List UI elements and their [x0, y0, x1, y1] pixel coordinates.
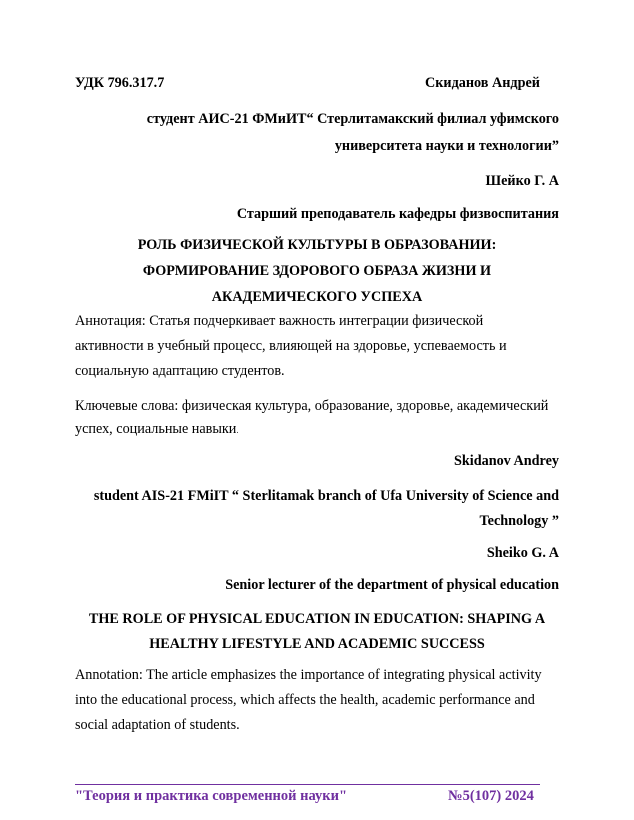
title-ru-line1: РОЛЬ ФИЗИЧЕСКОЙ КУЛЬТУРЫ В ОБРАЗОВАНИИ: [137, 237, 497, 253]
affiliation-ru-line1: студент АИС-21 ФМиИТ“ Стерлитамакский филиал уфимского [146, 111, 559, 127]
keywords-ru-period: . [236, 425, 239, 435]
affiliation-en-line1: student AIS-21 FMiIT “ Sterlitamak branch of Ufa University of Science and [93, 488, 559, 504]
footer-issue-number: №5(107) 2024 [448, 788, 534, 804]
annotation-ru-line3: социальную адаптацию студентов. [75, 363, 285, 379]
affiliation-en-line2: Technology ” [479, 513, 559, 529]
annotation-en-line2: into the educational process, which affects the health, academic performance and [75, 692, 535, 708]
title-en-line2: HEALTHY LIFESTYLE AND ACADEMIC SUCCESS [149, 636, 485, 652]
footer-journal-name: "Теория и практика современной науки" [75, 788, 348, 804]
coauthor-name-ru: Шейко Г. А [485, 173, 559, 189]
keywords-ru-line2-text: успех, социальные навыки [75, 421, 237, 437]
udk-code: УДК 796.317.7 [75, 75, 165, 91]
annotation-en-line3: social adaptation of students. [75, 717, 240, 733]
annotation-en-line1: Annotation: The article emphasizes the importance of integrating physical activity [75, 667, 542, 683]
annotation-ru-line1: Аннотация: Статья подчеркивает важность интеграции физической [75, 313, 484, 329]
footer-divider [75, 784, 540, 785]
title-en-line1: THE ROLE OF PHYSICAL EDUCATION IN EDUCATION: SHAPING A [88, 611, 546, 627]
coauthor-name-en: Sheiko G. A [486, 545, 559, 561]
annotation-ru-line2: активности в учебный процесс, влияющей на здоровье, успеваемость и [75, 338, 507, 354]
title-ru-line2: ФОРМИРОВАНИЕ ЗДОРОВОГО ОБРАЗА ЖИЗНИ И [142, 263, 492, 279]
author-name-en: Skidanov Andrey [453, 453, 559, 469]
keywords-ru-line2 [75, 420, 239, 439]
coauthor-position-ru: Старший преподаватель кафедры физвоспитания [236, 206, 559, 222]
title-ru-line3: АКАДЕМИЧЕСКОГО УСПЕХА [211, 289, 423, 305]
keywords-ru-line1: Ключевые слова: физическая культура, образование, здоровье, академический [75, 398, 549, 414]
author-name-ru: Скиданов Андрей [425, 75, 540, 91]
coauthor-position-en: Senior lecturer of the department of physical education [225, 577, 559, 593]
affiliation-ru-line2: университета науки и технологии” [334, 138, 559, 154]
